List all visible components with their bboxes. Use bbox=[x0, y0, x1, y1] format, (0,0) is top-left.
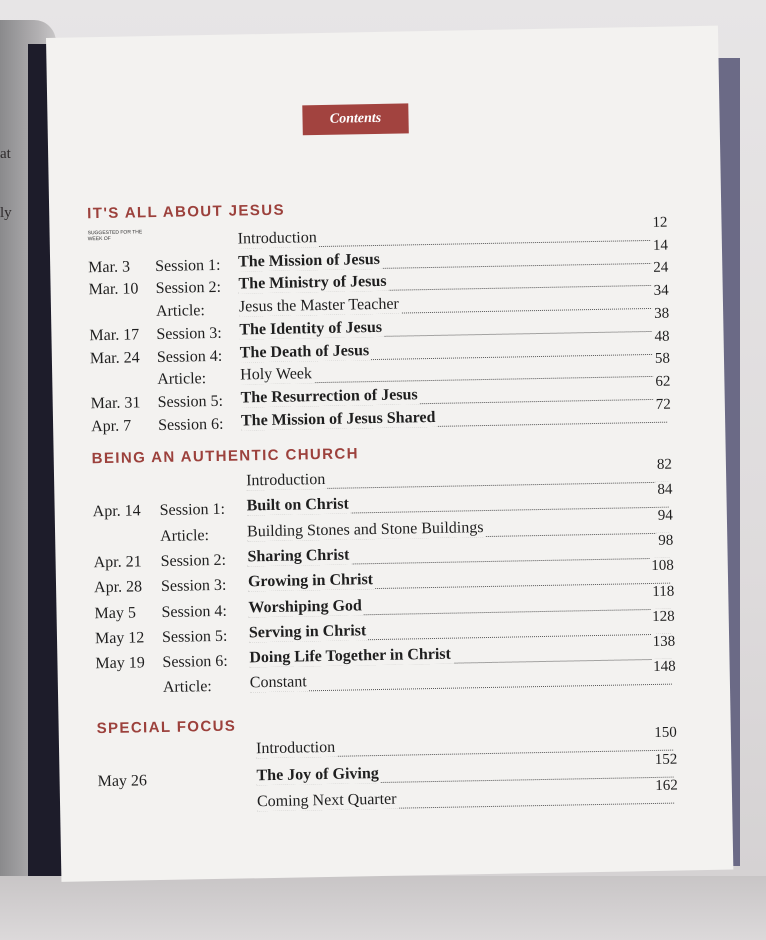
entry-title: Doing Life Together in Christ bbox=[249, 646, 453, 668]
entry-session: Session 6: bbox=[162, 652, 228, 672]
entry-session: Session 5: bbox=[157, 392, 224, 411]
entry-page-number: 118 bbox=[652, 583, 675, 600]
entry-title: Coming Next Quarter bbox=[257, 791, 399, 812]
entry-title: Introduction bbox=[246, 471, 327, 490]
entry-title: The Joy of Giving bbox=[256, 764, 381, 784]
entry-title: Worshiping God bbox=[248, 597, 364, 617]
left-page-text-fragment: ly bbox=[0, 205, 12, 221]
entry-page-number: 148 bbox=[652, 658, 676, 676]
entry-session: Session 1: bbox=[159, 501, 226, 520]
entry-date: May 12 bbox=[94, 629, 145, 647]
entry-page-number: 94 bbox=[657, 507, 673, 524]
entry-date: Apr. 7 bbox=[90, 417, 132, 435]
entry-page-number: 62 bbox=[655, 373, 671, 390]
entry-title: Holy Week bbox=[240, 365, 314, 384]
entry-date: Mar. 3 bbox=[88, 258, 131, 276]
entry-session: Session 4: bbox=[161, 602, 228, 621]
entry-title: Introduction bbox=[238, 229, 319, 248]
entry-title: Constant bbox=[250, 674, 309, 693]
entry-date: Apr. 14 bbox=[92, 502, 141, 521]
entry-date: Mar. 17 bbox=[89, 326, 140, 345]
entry-page-number: 152 bbox=[654, 751, 678, 768]
entry-page-number: 128 bbox=[652, 608, 675, 625]
entry-page-number: 14 bbox=[652, 237, 669, 254]
entry-session: Session 3: bbox=[160, 576, 227, 596]
entry-page-number: 82 bbox=[656, 456, 673, 473]
entry-title: Serving in Christ bbox=[249, 622, 369, 642]
entry-page-number: 84 bbox=[657, 481, 673, 499]
contents-page bbox=[46, 26, 733, 882]
table-surface bbox=[0, 876, 766, 940]
entry-page-number: 108 bbox=[651, 557, 674, 575]
entry-page-number: 48 bbox=[654, 328, 670, 345]
entry-date: May 19 bbox=[95, 654, 145, 673]
entry-title: The Ministry of Jesus bbox=[238, 273, 388, 294]
section-heading: IT'S ALL ABOUT JESUS bbox=[87, 201, 286, 223]
entry-page-number: 98 bbox=[658, 532, 674, 549]
suggested-week-note: SUGGESTED FOR THE WEEK OF bbox=[87, 229, 143, 243]
entry-session: Session 3: bbox=[156, 324, 222, 343]
entry-title: Built on Christ bbox=[246, 496, 351, 516]
entry-session: Session 2: bbox=[160, 551, 227, 570]
entry-page-number: 58 bbox=[654, 350, 671, 368]
entry-title: The Mission of Jesus Shared bbox=[241, 408, 438, 430]
entry-date: Apr. 21 bbox=[93, 553, 142, 572]
entry-page-number: 34 bbox=[653, 282, 669, 299]
entry-title: Sharing Christ bbox=[247, 546, 351, 566]
entry-title: Building Stones and Stone Buildings bbox=[247, 519, 486, 541]
entry-date: Mar. 24 bbox=[89, 348, 140, 367]
entry-title: The Death of Jesus bbox=[240, 342, 372, 362]
entry-session: Session 4: bbox=[156, 347, 223, 366]
entry-page-number: 12 bbox=[652, 214, 668, 231]
entry-session: Article: bbox=[162, 678, 212, 697]
entry-session: Session 2: bbox=[155, 279, 222, 298]
entry-date: Mar. 10 bbox=[88, 280, 139, 299]
entry-session: Article: bbox=[155, 302, 206, 321]
page-title: Contents bbox=[302, 103, 409, 135]
left-page-text-fragment: at bbox=[0, 146, 11, 162]
entry-session: Session 1: bbox=[155, 256, 221, 275]
entry-session: Session 6: bbox=[157, 415, 224, 434]
section-heading: SPECIAL FOCUS bbox=[96, 717, 237, 738]
entry-title: The Mission of Jesus bbox=[238, 251, 382, 272]
entry-date: Apr. 28 bbox=[93, 578, 143, 597]
entry-page-number: 150 bbox=[654, 724, 677, 741]
entry-page-number: 162 bbox=[655, 777, 678, 794]
entry-session: Article: bbox=[157, 370, 207, 389]
entry-title: The Identity of Jesus bbox=[239, 319, 384, 340]
dot-leader bbox=[250, 667, 672, 693]
entry-session: Session 5: bbox=[161, 627, 228, 646]
entry-title: The Resurrection of Jesus bbox=[240, 386, 419, 407]
entry-title: Jesus the Master Teacher bbox=[239, 296, 401, 317]
entry-date: Mar. 31 bbox=[90, 394, 141, 413]
entry-page-number: 38 bbox=[654, 305, 670, 322]
entry-page-number: 138 bbox=[652, 633, 676, 651]
entry-title: Introduction bbox=[256, 739, 337, 758]
entry-date: May 26 bbox=[97, 771, 148, 790]
entry-title: Growing in Christ bbox=[248, 571, 375, 591]
entry-date: May 5 bbox=[94, 603, 137, 622]
section-heading: BEING AN AUTHENTIC CHURCH bbox=[91, 445, 360, 468]
entry-session: Article: bbox=[159, 526, 210, 545]
entry-page-number: 24 bbox=[653, 260, 669, 277]
entry-page-number: 72 bbox=[655, 396, 671, 413]
